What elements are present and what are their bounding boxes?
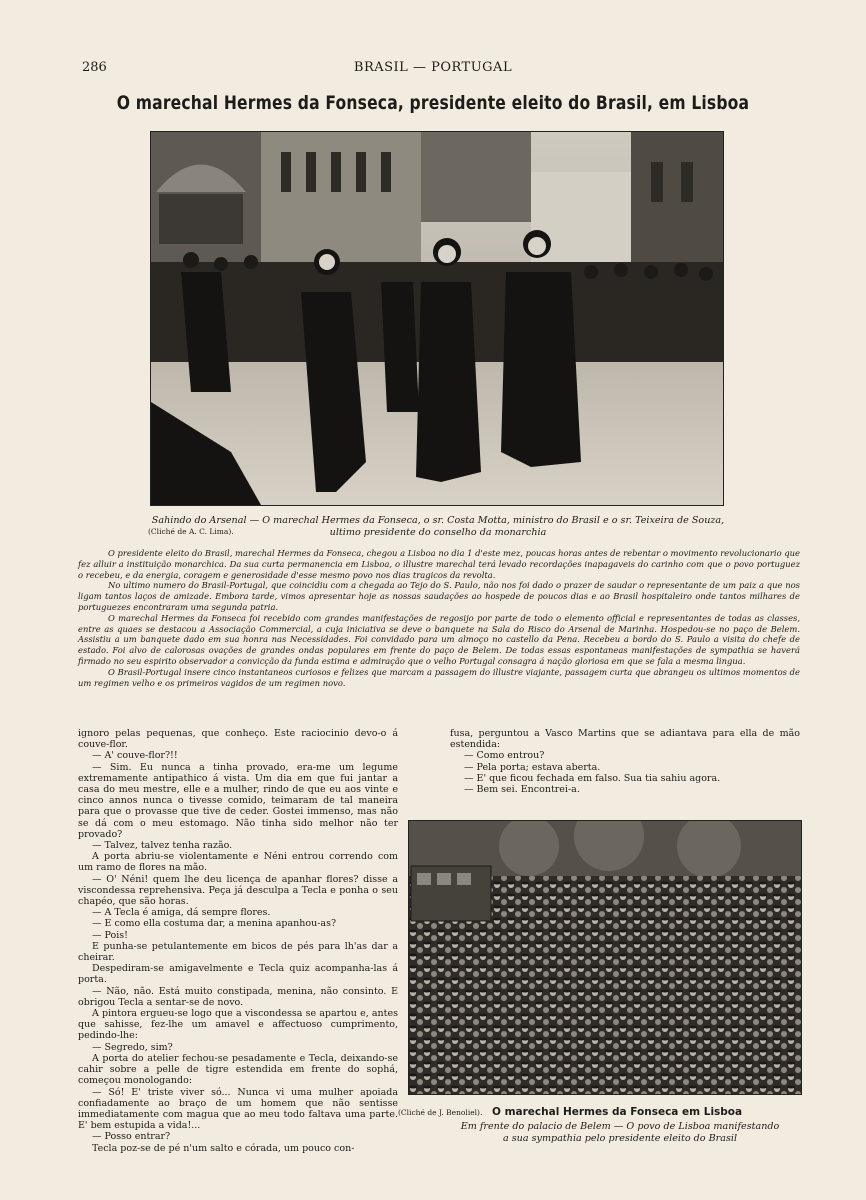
photo-crowd-caption (420, 1121, 820, 1144)
photo-crowd-caption-line2: a sua sympathia pelo presidente eleito do Brasil (502, 1132, 738, 1144)
story-paragraph: — Talvez, talvez tenha razão. (92, 840, 233, 852)
photo-arsenal-scene (151, 132, 723, 505)
story-paragraph: — E como ella costuma dar, a menina apanhou-as? (92, 918, 337, 930)
story-paragraph: — Posso entrar? (92, 1131, 171, 1143)
story-paragraph: A porta do atelier fechou-se pesadamente e Tecla, deixando-se cahir sobre a pelle de tigre estendida em frente do sophá, começou monologando: (78, 1052, 398, 1087)
page-number: 286 (82, 60, 107, 75)
story-paragraph: — A Tecla é amiga, dá sempre flores. (92, 907, 271, 919)
intro-paragraph: No ultimo numero do Brasil-Portugal, que coincidiu com a chegada ao Tejo do S. Paulo, não nos foi dado o prazer de saudar o representante de um paiz a que nos ligam tantos laços de amizade. Embora tarde, vimos apresentar hoje as nossas saudações ao hospede de poucos dias e ao Brasil hospitaleiro onde tantos milhares de portuguezes encontraram uma segunda patria. (78, 580, 800, 612)
photo-top-credit: (Cliché de A. C. Lima). (148, 527, 234, 536)
photo-crowd-caption-line1: Em frente do palacio de Belem — O povo de Lisboa manifestando (460, 1121, 780, 1132)
photo-crowd-scene (409, 821, 801, 1094)
story-paragraph: — Só! E' triste viver só... Nunca vi uma mulher apoiada confiadamente ao braço de um homem que não sentisse immediatamente com magua que ao meu todo faltava uma parte. E' bem estupida a vida!... (78, 1086, 398, 1132)
intro-paragraph: O marechal Hermes da Fonseca foi recebido com grandes manifestações de regosijo por parte de todo o elemento official e representantes de todas as classes, entre as quaes se destacou a Associação Commercial, a cuja iniciativa se deve o banquete na Sala do Risco do Arsenal de Marinha. Hospedou-se no paço de Belem. Assistiu a um banquete dado em sua honra nas Necessidades. Foi convidado para um almoço no castello da Pena. Recebeu a bordo do S. Paulo a visita do chefe de estado. Foi alvo de calorosas ovações de grandes ondas populares em frente do paço de Belem. De todas essas espontaneas manifestações de sympathia se haverá firmado no seu espirito observador a convicção da funda estima e admiração que o velho Portugal consagra á nação gloriosa em que se fala a mesma lingua. (78, 612, 800, 666)
photo-belem-crowd (408, 820, 802, 1095)
photo-crowd-credit: (Cliché de J. Benoliel). (398, 1108, 483, 1117)
story-paragraph: Despediram-se amigavelmente e Tecla quiz acompanha-las á porta. (78, 963, 398, 986)
story-paragraph: — E' que ficou fechada em falso. Sua tia sahiu agora. (464, 772, 721, 784)
intro-paragraph: O presidente eleito do Brasil, marechal Hermes da Fonseca, chegou a Lisboa no dia 1 d'este mez, poucas horas antes de rebentar o movimento revolucionario que fez alluir a instituição monarchica. Da sua curta permanencia em Lisboa, o illustre marechal terá levado recordações inapagaveis do carinho com que o povo portuguez o recebeu, e da energia, coragem e generosidade d'esse mesmo povo nos dias tragicos da revolta. (78, 548, 800, 580)
story-paragraph: A porta abriu-se violentamente e Néni entrou correndo com um ramo de flores na mão. (78, 851, 398, 874)
story-paragraph: — Não, não. Está muito constipada, menina, não consinto. E obrigou Tecla a sentar-se de novo. (78, 985, 398, 1008)
photo-top-caption-line1: Sahindo do Arsenal — O marechal Hermes da Fonseca, o sr. Costa Motta, ministro do Brasil e o sr. Teixeira de Souza, (151, 515, 725, 526)
article-headline: O marechal Hermes da Fonseca, presidente eleito do Brasil, em Lisboa (116, 92, 750, 114)
photo-crowd-title: O marechal Hermes da Fonseca em Lisboa (492, 1106, 743, 1118)
story-paragraph: A pintora ergueu-se logo que a viscondessa se apartou e, antes que sahisse, fez-lhe um amavel e affectuoso cumprimento, pedindo-lhe: (78, 1008, 398, 1042)
story-paragraph: — Segredo, sim? (92, 1041, 173, 1053)
story-paragraph: — A' couve-flor?!! (92, 750, 178, 762)
intro-text (78, 548, 800, 688)
story-paragraph: — Bem sei. Encontrei-a. (464, 784, 580, 796)
story-paragraph: — Pela porta; estava aberta. (464, 761, 601, 773)
running-head: BRASIL — PORTUGAL (353, 60, 513, 75)
story-paragraph: — Pois! (92, 929, 128, 941)
story-column-right (450, 728, 800, 795)
photo-arsenal-departure (150, 131, 724, 506)
story-paragraph: — Sim. Eu nunca a tinha provado, era-me um legume extremamente antipathico á vista. Um dia em que fui jantar a casa do meu mestre, elle e a mulher, rindo de que eu aos vinte e cinco annos nunca o tivesse comido, teimaram de tal maneira para que o provasse que tive de ceder. Gostei immenso, mas não se dá com o meu estomago. Não tinha sido melhor não ter provado? (78, 761, 398, 840)
story-paragraph: E punha-se petulantemente em bicos de pés para lh'as dar a cheirar. (78, 940, 398, 964)
story-paragraph: fusa, perguntou a Vasco Martins que se adiantava para ella de mão estendida: (450, 728, 800, 751)
story-paragraph: Tecla poz-se de pé n'um salto e córada, um pouco con- (92, 1142, 355, 1154)
intro-paragraph: O Brasil-Portugal insere cinco instantaneos curiosos e felizes que marcam a passagem do illustre viajante, passagem curta que abrangeu os ultimos momentos de um regimen velho e os primeiros vagidos de um regimen novo. (78, 666, 800, 688)
story-column-left (78, 728, 398, 1154)
story-paragraph: — O' Néni! quem lhe deu licença de apanhar flores? disse a viscondessa reprehensiva. Peça já desculpa a Tecla e ponha o seu chapéo, que são horas. (78, 873, 398, 908)
story-paragraph: ignoro pelas pequenas, que conheço. Este raciocinio devo-o á couve-flor. (78, 728, 398, 751)
photo-top-caption-line2: ultimo presidente do conselho da monarchia (329, 526, 547, 538)
story-paragraph: — Como entrou? (464, 750, 545, 762)
